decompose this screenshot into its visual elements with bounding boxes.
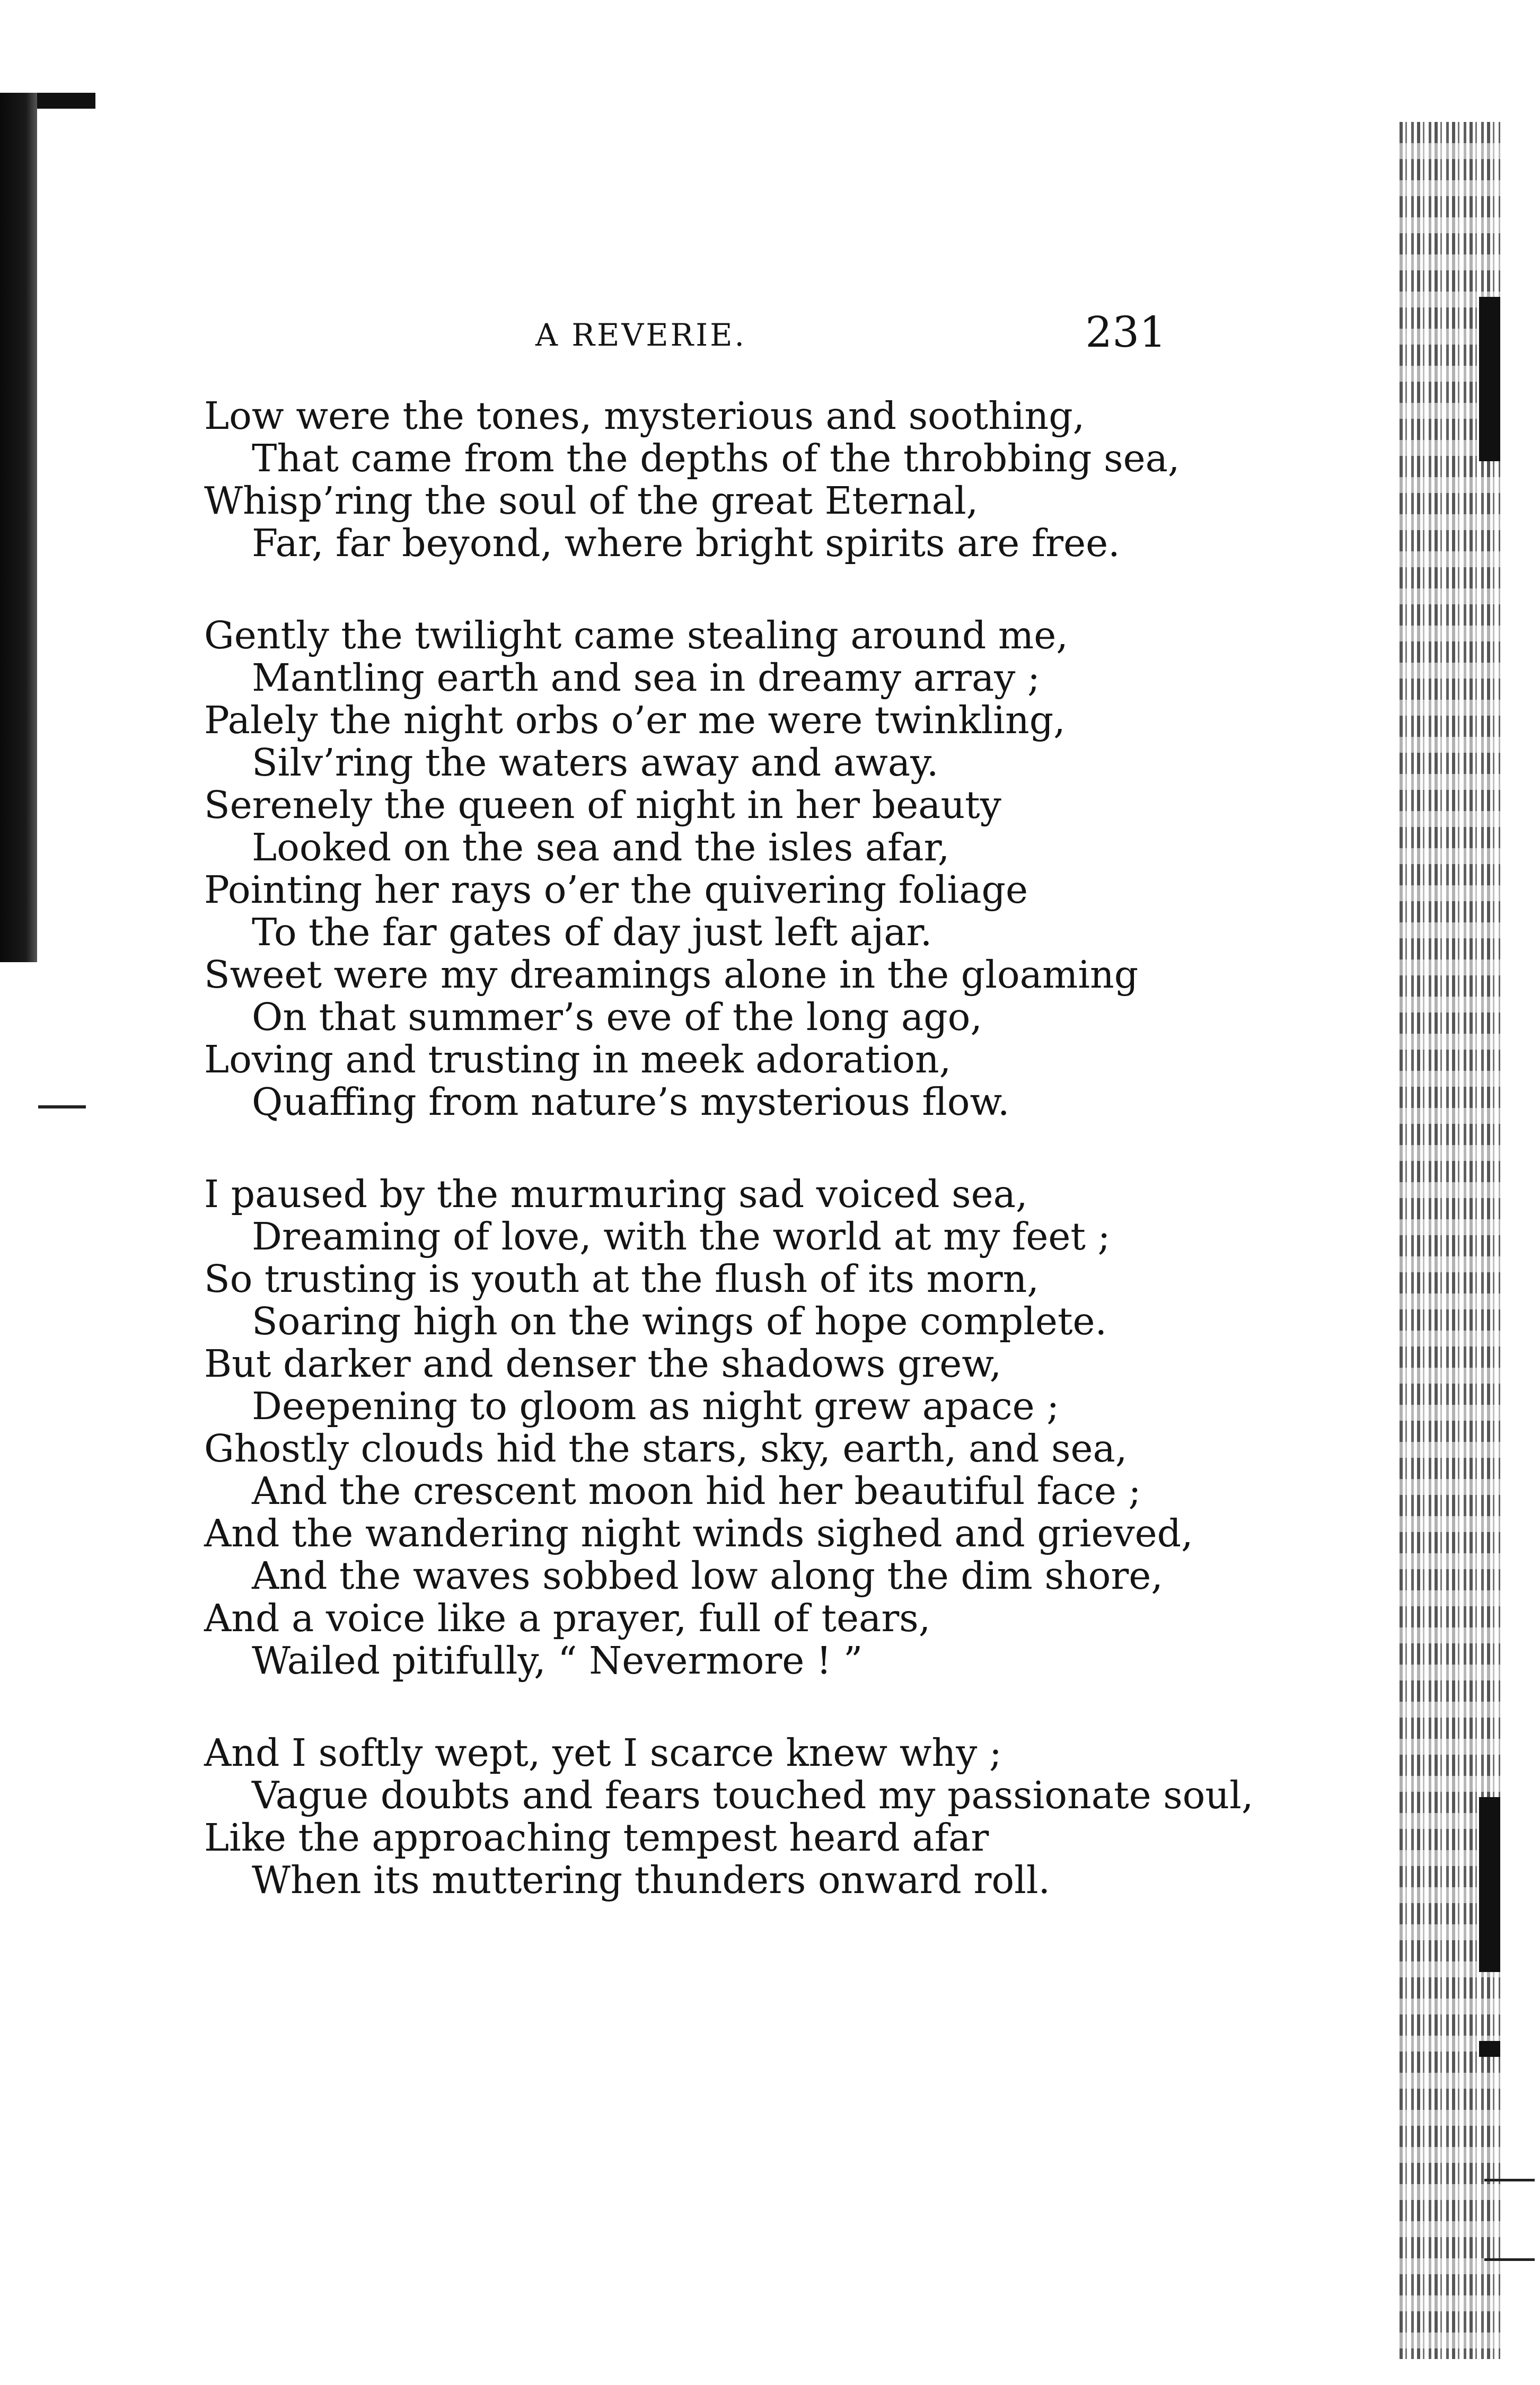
running-title: A REVERIE.	[535, 317, 746, 353]
poem-line: That came from the depths of the throbbing sea,	[252, 436, 1180, 480]
poem-line: I paused by the murmuring sad voiced sea,	[204, 1172, 1028, 1216]
page-number: 231	[1085, 307, 1166, 357]
poem-line: But darker and denser the shadows grew,	[204, 1342, 1002, 1386]
poem-line: Far, far beyond, where bright spirits are free.	[252, 521, 1120, 565]
poem-line: Loving and trusting in meek adoration,	[204, 1037, 952, 1081]
poem-line: Like the approaching tempest heard afar	[204, 1816, 989, 1860]
stanza	[204, 1173, 1264, 1682]
poem-line: Mantling earth and sea in dreamy array ;	[252, 656, 1040, 700]
poem-line: And a voice like a prayer, full of tears,	[204, 1596, 931, 1640]
poem-line: Gently the twilight came stealing around me,	[204, 613, 1068, 657]
poem-line: Pointing her rays o’er the quivering foliage	[204, 868, 1028, 912]
poem-line: On that summer’s eve of the long ago,	[252, 995, 982, 1039]
poem-line: And I softly wept, yet I scarce knew why ;	[204, 1731, 1002, 1775]
poem-line: When its muttering thunders onward roll.	[252, 1858, 1051, 1902]
poem-line: Ghostly clouds hid the stars, sky, earth, and sea,	[204, 1427, 1128, 1471]
poem-line: Deepening to gloom as night grew apace ;	[252, 1384, 1060, 1428]
scan-dark-block	[1479, 1797, 1500, 1972]
poem-line: Wailed pitifully, “ Nevermore ! ”	[252, 1639, 863, 1683]
poem-line: Quaffing from nature’s mysterious flow.	[252, 1080, 1010, 1124]
scan-edge-line	[1484, 2258, 1535, 2261]
stanza	[204, 395, 1264, 565]
scan-binding-shadow	[0, 93, 37, 962]
scan-dark-block	[1479, 297, 1500, 461]
poem-line: Sweet were my dreamings alone in the gloaming	[204, 953, 1139, 997]
poem-line: Serenely the queen of night in her beauty	[204, 783, 1001, 827]
stanza	[204, 614, 1264, 1123]
poem-line: Vague doubts and fears touched my passionate soul,	[252, 1773, 1254, 1817]
stanza	[204, 1732, 1264, 1902]
scan-edge-line	[1484, 2179, 1535, 2181]
page-header	[535, 307, 1166, 366]
poem-line: To the far gates of day just left ajar.	[252, 910, 932, 954]
poem-line: Dreaming of love, with the world at my feet ;	[252, 1214, 1111, 1258]
poem-line: Low were the tones, mysterious and soothing,	[204, 394, 1085, 438]
poem-line: So trusting is youth at the flush of its morn,	[204, 1257, 1039, 1301]
scan-margin-mark	[38, 1105, 86, 1108]
poem-line: Looked on the sea and the isles afar,	[252, 825, 950, 869]
poem-body	[204, 395, 1264, 1951]
poem-line: And the waves sobbed low along the dim shore,	[252, 1554, 1163, 1598]
poem-line: Palely the night orbs o’er me were twinkling,	[204, 698, 1066, 742]
scan-dark-block	[1479, 2041, 1500, 2057]
poem-line: Soaring high on the wings of hope complete.	[252, 1299, 1107, 1343]
poem-line: Whisp’ring the soul of the great Eternal,	[204, 479, 979, 523]
poem-line: And the wandering night winds sighed and grieved,	[204, 1511, 1193, 1555]
poem-line: And the crescent moon hid her beautiful face ;	[252, 1469, 1141, 1513]
poem-line: Silv’ring the waters away and away.	[252, 741, 939, 785]
